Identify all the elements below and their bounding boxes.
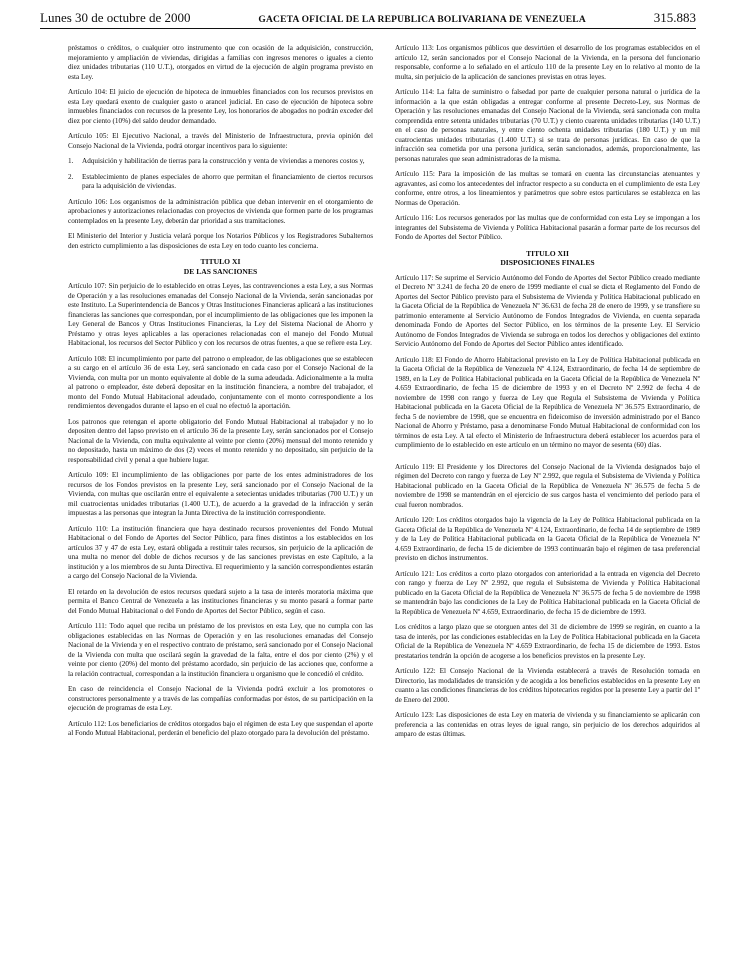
page-header bbox=[40, 10, 696, 29]
title-xii: TITULO XII bbox=[526, 248, 569, 258]
article-108: Artículo 108: El incumplimiento por parte del patrono o empleador, de las obligaciones que se establecen a su cargo en el artículo 36 de esta Ley, será sancionado en cada caso por el Consejo Nacional de la Vivienda, con multa por un monto equivalente al doble de la suma adeudada. Adicionalmente a la multa al patrono o empleador, éste deberá depositar en la institución financiera, a nombre del trabajador, el monto del Fondo Mutual Habitacional adeudado, conjuntamente con el monto correspondiente a los rendimientos devengados durante el lapso en el cual no efectuó la aportación. bbox=[68, 354, 373, 410]
article-106-paragraph-2: El Ministerio del Interior y Justicia velará porque los Notarios Públicos y los Registradores Subalternos den estricto cumplimiento a las disposiciones de esta Ley en todo cuanto les concierna. bbox=[68, 232, 373, 250]
article-115: Artículo 115: Para la imposición de las multas se tomará en cuenta las circunstancias atenuantes y agravantes, así como los antecedentes del infractor respecto a su conducta en el cumplimiento de esta Ley conforme, entre otros, a los lineamientos y parámetros que sobre estos particulares se establezca en las Normas de Operación. bbox=[395, 170, 700, 207]
article-114: Artículo 114: La falta de suministro o falsedad por parte de cualquier persona natural o jurídica de la información a la que están obligadas a entregar conforme al presente Decreto-Ley, sus Normas de Operación y las resoluciones emanadas del Consejo Nacional de la Vivienda, será sancionada con multa comprendida entre setenta unidades tributarias (70 U.T.) y ciento cuarenta unidades tributarias (140 U.T.) en el caso de personas naturales, y entre ciento ochenta unidades tributarias (180 U.T.) y un mil cuatrocientas unidades tributarias (1.400 U.T.) si se trata de personas jurídicas. En caso de que la infracción sea cometida por una persona jurídica, serán sancionados, además, proporcionalmente, las personas naturales que sean administradoras de la misma. bbox=[395, 88, 700, 163]
title-xi-heading bbox=[68, 257, 373, 276]
article-113: Artículo 113: Los organismos públicos que desvirtúen el desarrollo de los programas establecidos en el artículo 12, serán sancionados por el Consejo Nacional de la Vivienda, en la persona del funcionario responsable, conforme a lo señalado en el artículo 110 de la presente Ley en lo relativo al monto de la multa, sin perjuicio de la aplicación de sanciones previstas en otras leyes. bbox=[395, 44, 700, 81]
article-112: Artículo 112: Los beneficiarios de créditos otorgados bajo el régimen de esta Ley que suspendan el aporte al Fondo Mutual Habitacional, perderán el beneficio del plazo otorgado para la devolución del préstamo. bbox=[68, 719, 373, 737]
title-xii-subtitle: DISPOSICIONES FINALES bbox=[500, 258, 595, 267]
article-111-paragraph-2: En caso de reincidencia el Consejo Nacional de la Vivienda podrá excluir a los promotores o constructores personalmente y a través de las compañías conformadas por éstos, de su participación en la ejecución de programas de esta Ley. bbox=[68, 685, 373, 712]
list-text: Establecimiento de planes especiales de ahorro que permitan el financiamiento de ciertos recursos para la adquisición de viviendas. bbox=[82, 172, 373, 190]
left-column bbox=[68, 44, 373, 974]
page-body bbox=[68, 44, 700, 974]
title-xi-subtitle: DE LAS SANCIONES bbox=[183, 266, 258, 276]
article-106: Artículo 106: Los organismos de la administración pública que deban intervenir en el otorgamiento de aprobaciones y autorizaciones relacionadas con proyectos de vivienda que formen parte de los programas contemplados en la presente Ley, deberán dar prioridad a sus tramitaciones. bbox=[68, 197, 373, 225]
article-117: Artículo 117: Se suprime el Servicio Autónomo del Fondo de Aportes del Sector Público creado mediante el Decreto Nº 3.241 de fecha 20 de enero de 1999 mediante el cual se dicta el Reglamento del Fondo de Aportes del Sector Público previsto para el Subsistema de Vivienda y Política Habitacional publicado en la Gaceta Oficial de la República de Venezuela Nº 36.631 de fecha 28 de enero de 1999, y se transfiere su patrimonio enteramente al Servicio Autónomo de Fondos Integrados de Vivienda, en cuenta separada denominada Fondo de Aportes del Sector Público, en los términos de la presente Ley. El Servicio Autónomo de Fondos Integrados de Vivienda se subroga en todos los derechos y obligaciones del extinto Servicio Autónomo del Fondo de Aportes del Sector Público antes identificado. bbox=[395, 273, 700, 348]
article-122: Artículo 122: El Consejo Nacional de la Vivienda establecerá a través de Resolución tomada en Directorio, las modalidades de transición y de acogida a los beneficios establecidos en la presente Ley en cuanto a las condiciones financieras de los créditos hipotecarios regidos por la presente Ley a partir del 1º de Enero del 2000. bbox=[395, 667, 700, 704]
title-xii-heading bbox=[395, 249, 700, 268]
article-105: Artículo 105: El Ejecutivo Nacional, a través del Ministerio de Infraestructura, previa opinión del Consejo Nacional de la Vivienda, podrá otorgar incentivos para lo siguiente: bbox=[68, 132, 373, 150]
header-title: GACETA OFICIAL DE LA REPUBLICA BOLIVARIANA DE VENEZUELA bbox=[258, 15, 586, 25]
list-text: Adquisición y habilitación de tierras para la construcción y venta de viviendas a menores costos y, bbox=[82, 157, 365, 165]
article-105-item-2 bbox=[68, 173, 373, 192]
article-119: Artículo 119: El Presidente y los Directores del Consejo Nacional de la Vivienda designados bajo el régimen del Decreto con rango y fuerza de Ley Nº 2.992, que regula el Subsistema de Vivienda y Política Habitacional publicado en la Gaceta Oficial de la República de Venezuela Nº 36.575 de fecha 5 de noviembre de 1998 se mantendrán en el ejercicio de sus cargos hasta el vencimiento del período para el cual fueron nombrados. bbox=[395, 462, 700, 509]
article-108-paragraph-2: Los patronos que retengan el aporte obligatorio del Fondo Mutual Habitacional al trabajador y no lo depositen dentro del lapso previsto en el artículo 36 de la presente Ley, serán sancionados por el Consejo Nacional de la Vivienda, con multa equivalente al veinte por ciento (20%) mensual del monto retenido y no depositado, hasta un máximo de dos (2) veces el monto retenido y no depositado, sin perjuicio de la responsabilidad civil y penal a que hubiere lugar. bbox=[68, 417, 373, 464]
header-date: Lunes 30 de octubre de 2000 bbox=[40, 10, 191, 25]
article-105-item-1 bbox=[68, 157, 373, 167]
article-107: Artículo 107: Sin perjuicio de lo establecido en otras Leyes, las contravenciones a esta Ley, a sus Normas de Operación y a las resoluciones emanadas del Consejo Nacional de la Vivienda, serán sancionadas por este Instituto. La Superintendencia de Bancos y Otras Instituciones Financieras aplicará a las instituciones financieras las sanciones que correspondan, por el incumplimiento de las obligaciones que les imponen la Ley General de Bancos y Otras Instituciones Financieras, la Ley del Sistema Nacional de Ahorro y Préstamo y otras leyes aplicables a las operaciones relacionadas con el manejo del Fondo Mutual Habitacional, los recursos del Sector Público y con los recursos de otras fuentes, a que se refiere esta Ley. bbox=[68, 282, 373, 347]
article-104: Artículo 104: El juicio de ejecución de hipoteca de inmuebles financiados con los recursos previstos en esta Ley quedará exento de cualquier gasto o arancel judicial. En caso de ejecución de hipoteca sobre inmuebles financiados con recursos de la presente Ley, los honorarios de abogados no podrán exceder del diez por ciento (10%) del saldo deudor demandado. bbox=[68, 88, 373, 125]
title-xi: TITULO XI bbox=[200, 257, 241, 266]
article-121-paragraph-2: Los créditos a largo plazo que se otorguen antes del 31 de diciembre de 1999 se regirán, en cuanto a la tasa de interés, por las condiciones establecidas en la Ley de Política Habitacional publicada en la Gaceta Oficial de la República de Venezuela Nº 4.659 Extraordinario, de fecha 15 de diciembre de 1993. Estos prestatarios tendrán la opción de acogerse a los beneficios previstos en la presente Ley. bbox=[395, 623, 700, 660]
article-109: Artículo 109: El incumplimiento de las obligaciones por parte de los entes administradores de los recursos de los Fondos previstos en la presente Ley, será sancionado por el Consejo Nacional de la Vivienda, con multas que oscilarán entre el equivalente a setecientas unidades tributarias (700 U.T.) y un mil cuatrocientas unidades tributarias (1.400 U.T.), de acuerdo a la gravedad de la infracción y serán impuestas a las personas que integran la Junta Directiva de la institución correspondiente. bbox=[68, 471, 373, 517]
article-116: Artículo 116: Los recursos generados por las multas que de conformidad con esta Ley se impongan a los integrantes del Subsistema de Vivienda y Política Habitacional pasarán a formar parte de los recursos del Fondo de Aportes del Sector Público. bbox=[395, 214, 700, 241]
header-page-number: 315.883 bbox=[653, 10, 696, 25]
article-111: Artículo 111: Todo aquel que reciba un préstamo de los previstos en esta Ley, que no cumpla con las obligaciones establecidas en las Normas de Operación y en las resoluciones emanadas del Consejo Nacional de la Vivienda y en el respectivo contrato de préstamo, será sancionado por el Consejo Nacional de la Vivienda con multa que oscilará según la gravedad de la falta, entre el dos por ciento (2%) y el veinte por ciento (20%) del monto del préstamo acordado, sin perjuicio de las acciones que, conforme a la relación contractual, correspondan a la institución financiera u organismo que le concedió el crédito. bbox=[68, 622, 373, 678]
continued-paragraph: préstamos o créditos, o cualquier otro instrumento que con ocasión de la adquisición, construcción, mejoramiento y ampliación de viviendas, dirigidas a familias con ingresos menores o iguales a ciento diez unidades tributarias (110 U.T.), otorgados en virtud de la ejecución de algún programa previsto en esta Ley. bbox=[68, 44, 373, 81]
list-number: 2. bbox=[68, 172, 74, 181]
article-110-paragraph-2: El retardo en la devolución de estos recursos quedará sujeto a la tasa de interés moratoria máxima que permita el Banco Central de Venezuela a las instituciones financieras y su monto pasará a formar parte del Fondo Mutual Habitacional o del Fondo de Aportes del Sector Público, según el caso. bbox=[68, 587, 373, 615]
right-column bbox=[395, 44, 700, 974]
article-121: Artículo 121: Los créditos a corto plazo otorgados con anterioridad a la entrada en vigencia del Decreto con rango y fuerza de Ley Nº 2.992, que regula el Subsistema de Vivienda y Política Habitacional publicado en la Gaceta Oficial de la República de Venezuela Nº 36.575 de fecha 5 de noviembre de 1998 se mantendrán bajo las condiciones de la Ley de Política Habitacional publicada en la Gaceta Oficial de la República de Venezuela Nº 4.659, Extraordinario, de fecha 15 de diciembre de 1993. bbox=[395, 569, 700, 616]
article-118: Artículo 118: El Fondo de Ahorro Habitacional previsto en la Ley de Política Habitacional publicada en la Gaceta Oficial de la República de Venezuela Nº 4.124, Extraordinario, de fecha 14 de septiembre de 1989, en la Ley de Política Habitacional publicada en la Gaceta Oficial de la República de Venezuela Nº 4.659 Extraordinario, de fecha 15 de diciembre de 1993 y en el Decreto Nº 2.992 de fecha 4 de noviembre de 1998 con rango y fuerza de Ley que Regula el Subsistema de Vivienda y Política Habitacional publicada en la Gaceta Oficial de la República de Venezuela Nº 36.575 Extraordinario, de fecha 5 de noviembre de 1998, que se encuentra en fideicomiso de inversión administrado por el Banco Nacional de Ahorro y Préstamo, pasa a denominarse Fondo Mutual Habitacional de conformidad con los términos de esta Ley. A tal efecto el Ministerio de Infraestructura deberá establecer los acuerdos para el cumplimiento de lo establecido en este artículo en un término no mayor de sesenta (60) días. bbox=[395, 355, 700, 449]
article-110: Artículo 110: La institución financiera que haya destinado recursos provenientes del Fondo Mutual Habitacional o del Fondo de Aportes del Sector Público, para fines distintos a los establecidos en los artículos 37 y 47 de esta Ley, estará obligada a restituir tales recursos, sin perjuicio de la aplicación de una multa no menor del doble de dichos recursos y de las sanciones previstas en este Capítulo, a la institución y a los miembros de su Junta Directiva. El requerimiento y la sanción correspondientes estarán a cargo del Consejo Nacional de la Vivienda. bbox=[68, 524, 373, 580]
article-120: Artículo 120: Los créditos otorgados bajo la vigencia de la Ley de Política Habitacional publicada en la Gaceta Oficial de la República de Venezuela Nº 4.124, Extraordinario, de fecha 14 de septiembre de 1989 y de la Ley de Política Habitacional publicada en la Gaceta Oficial de la República de Venezuela Nº 4.659 Extraordinario, de fecha 15 de diciembre de 1993 continuarán bajo el régimen de tasa preferencial previsto en dichos instrumentos. bbox=[395, 516, 700, 562]
article-123: Artículo 123: Las disposiciones de esta Ley en materia de vivienda y su financiamiento se aplicarán con preferencia a las contenidas en otras leyes de igual rango, sin perjuicio de los derechos adquiridos al amparo de estas últimas. bbox=[395, 711, 700, 738]
list-number: 1. bbox=[68, 157, 74, 165]
